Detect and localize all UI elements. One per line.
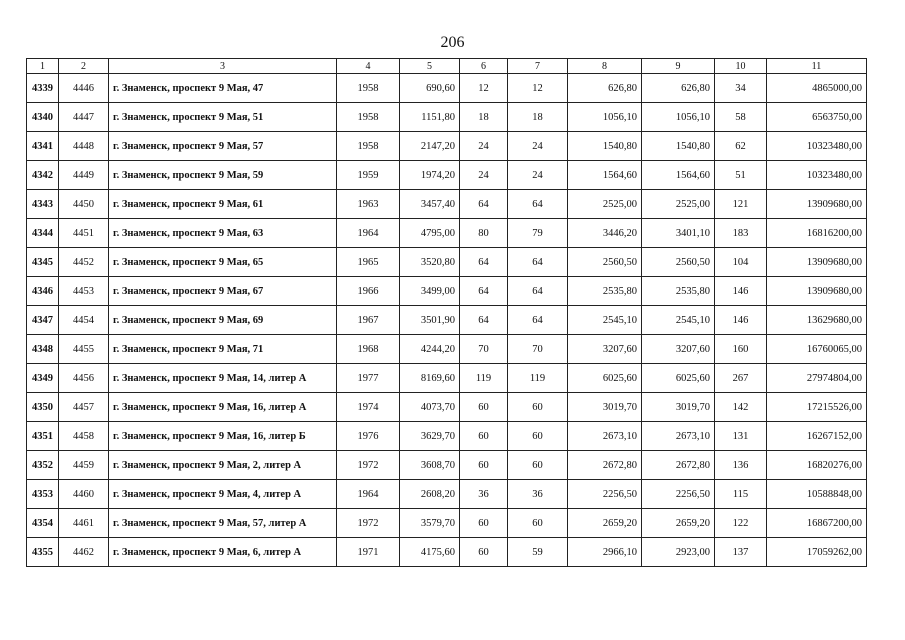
cell-address: г. Знаменск, проспект 9 Мая, 4, литер А [109,480,337,509]
cell-cost: 16820276,00 [767,451,867,480]
cell-address: г. Знаменск, проспект 9 Мая, 2, литер А [109,451,337,480]
cell-year-built: 1959 [337,161,400,190]
cell-cost: 6563750,00 [767,103,867,132]
cell-record-number: 4344 [27,219,59,248]
cell-address: г. Знаменск, проспект 9 Мая, 71 [109,335,337,364]
cell-living-area-alt: 3401,10 [642,219,715,248]
cell-year-built: 1963 [337,190,400,219]
cell-year-built: 1971 [337,538,400,567]
cell-living-area-alt: 2672,80 [642,451,715,480]
cell-apartments-total: 60 [460,509,508,538]
cell-total-area: 8169,60 [400,364,460,393]
cell-apartments-total: 18 [460,103,508,132]
cell-address: г. Знаменск, проспект 9 Мая, 69 [109,306,337,335]
cell-living-area: 1540,80 [568,132,642,161]
cell-apartments-total: 60 [460,393,508,422]
cell-year-built: 1977 [337,364,400,393]
cell-total-area: 4244,20 [400,335,460,364]
cell-apartments-count: 70 [508,335,568,364]
cell-record-number: 4354 [27,509,59,538]
cell-year-built: 1965 [337,248,400,277]
cell-address: г. Знаменск, проспект 9 Мая, 16, литер Б [109,422,337,451]
cell-record-number: 4355 [27,538,59,567]
cell-record-number: 4346 [27,277,59,306]
column-header-4: 4 [337,59,400,74]
cell-year-built: 1964 [337,219,400,248]
cell-object-id: 4451 [59,219,109,248]
cell-record-number: 4348 [27,335,59,364]
cell-total-area: 690,60 [400,74,460,103]
cell-year-built: 1967 [337,306,400,335]
cell-object-id: 4446 [59,74,109,103]
cell-living-area-alt: 6025,60 [642,364,715,393]
cell-apartments-total: 80 [460,219,508,248]
cell-object-id: 4454 [59,306,109,335]
cell-apartments-count: 119 [508,364,568,393]
cell-living-area-alt: 2659,20 [642,509,715,538]
cell-year-built: 1976 [337,422,400,451]
cell-address: г. Знаменск, проспект 9 Мая, 6, литер А [109,538,337,567]
cell-total-area: 4073,70 [400,393,460,422]
cell-record-number: 4353 [27,480,59,509]
cell-cost: 27974804,00 [767,364,867,393]
cell-residents: 58 [715,103,767,132]
cell-living-area: 3019,70 [568,393,642,422]
cell-apartments-total: 64 [460,248,508,277]
cell-apartments-count: 24 [508,132,568,161]
table-row [27,422,867,451]
column-number-row [27,59,867,74]
cell-apartments-count: 79 [508,219,568,248]
cell-record-number: 4349 [27,364,59,393]
cell-year-built: 1966 [337,277,400,306]
cell-address: г. Знаменск, проспект 9 Мая, 65 [109,248,337,277]
table-row [27,161,867,190]
cell-residents: 115 [715,480,767,509]
cell-record-number: 4340 [27,103,59,132]
cell-residents: 146 [715,306,767,335]
cell-total-area: 4175,60 [400,538,460,567]
cell-apartments-count: 36 [508,480,568,509]
cell-cost: 13629680,00 [767,306,867,335]
cell-living-area: 6025,60 [568,364,642,393]
cell-living-area-alt: 1540,80 [642,132,715,161]
column-header-8: 8 [568,59,642,74]
cell-apartments-count: 64 [508,277,568,306]
cell-cost: 16267152,00 [767,422,867,451]
cell-living-area: 2525,00 [568,190,642,219]
cell-living-area: 2560,50 [568,248,642,277]
cell-address: г. Знаменск, проспект 9 Мая, 67 [109,277,337,306]
cell-object-id: 4462 [59,538,109,567]
cell-total-area: 3579,70 [400,509,460,538]
cell-apartments-count: 59 [508,538,568,567]
cell-apartments-count: 60 [508,422,568,451]
cell-cost: 16816200,00 [767,219,867,248]
cell-record-number: 4343 [27,190,59,219]
cell-object-id: 4455 [59,335,109,364]
cell-living-area: 2673,10 [568,422,642,451]
table-row [27,219,867,248]
cell-living-area-alt: 2525,00 [642,190,715,219]
cell-living-area-alt: 626,80 [642,74,715,103]
cell-apartments-total: 64 [460,190,508,219]
cell-total-area: 3499,00 [400,277,460,306]
cell-living-area: 3207,60 [568,335,642,364]
cell-address: г. Знаменск, проспект 9 Мая, 61 [109,190,337,219]
cell-record-number: 4347 [27,306,59,335]
cell-total-area: 3608,70 [400,451,460,480]
cell-living-area-alt: 3019,70 [642,393,715,422]
cell-apartments-total: 24 [460,161,508,190]
cell-apartments-count: 60 [508,393,568,422]
cell-object-id: 4457 [59,393,109,422]
cell-record-number: 4342 [27,161,59,190]
cell-living-area-alt: 2535,80 [642,277,715,306]
cell-object-id: 4447 [59,103,109,132]
cell-year-built: 1964 [337,480,400,509]
column-header-11: 11 [767,59,867,74]
cell-living-area: 2545,10 [568,306,642,335]
cell-residents: 122 [715,509,767,538]
cell-living-area-alt: 2256,50 [642,480,715,509]
cell-address: г. Знаменск, проспект 9 Мая, 63 [109,219,337,248]
cell-object-id: 4461 [59,509,109,538]
cell-object-id: 4452 [59,248,109,277]
cell-total-area: 1151,80 [400,103,460,132]
cell-cost: 17059262,00 [767,538,867,567]
cell-record-number: 4341 [27,132,59,161]
cell-living-area: 626,80 [568,74,642,103]
cell-object-id: 4460 [59,480,109,509]
table-row [27,451,867,480]
cell-living-area: 3446,20 [568,219,642,248]
cell-object-id: 4456 [59,364,109,393]
cell-cost: 16760065,00 [767,335,867,364]
cell-residents: 131 [715,422,767,451]
cell-cost: 17215526,00 [767,393,867,422]
cell-apartments-count: 24 [508,161,568,190]
cell-apartments-total: 60 [460,538,508,567]
column-header-9: 9 [642,59,715,74]
cell-total-area: 2147,20 [400,132,460,161]
cell-year-built: 1958 [337,74,400,103]
cell-address: г. Знаменск, проспект 9 Мая, 57 [109,132,337,161]
table-row [27,306,867,335]
cell-apartments-total: 36 [460,480,508,509]
cell-living-area-alt: 1564,60 [642,161,715,190]
cell-address: г. Знаменск, проспект 9 Мая, 51 [109,103,337,132]
table-body [27,74,867,567]
cell-address: г. Знаменск, проспект 9 Мая, 47 [109,74,337,103]
cell-address: г. Знаменск, проспект 9 Мая, 59 [109,161,337,190]
cell-address: г. Знаменск, проспект 9 Мая, 16, литер А [109,393,337,422]
cell-object-id: 4458 [59,422,109,451]
cell-total-area: 3457,40 [400,190,460,219]
table-row [27,509,867,538]
cell-object-id: 4450 [59,190,109,219]
table-row [27,132,867,161]
cell-year-built: 1958 [337,103,400,132]
cell-year-built: 1972 [337,509,400,538]
table-row [27,480,867,509]
cell-year-built: 1972 [337,451,400,480]
cell-living-area: 2966,10 [568,538,642,567]
cell-record-number: 4345 [27,248,59,277]
cell-living-area-alt: 3207,60 [642,335,715,364]
cell-living-area: 2672,80 [568,451,642,480]
cell-apartments-count: 64 [508,306,568,335]
column-header-7: 7 [508,59,568,74]
cell-object-id: 4459 [59,451,109,480]
cell-cost: 10588848,00 [767,480,867,509]
cell-living-area-alt: 1056,10 [642,103,715,132]
cell-living-area: 1564,60 [568,161,642,190]
cell-apartments-total: 60 [460,451,508,480]
cell-living-area-alt: 2923,00 [642,538,715,567]
cell-living-area: 2659,20 [568,509,642,538]
cell-apartments-total: 60 [460,422,508,451]
table-row [27,248,867,277]
cell-residents: 121 [715,190,767,219]
cell-apartments-count: 18 [508,103,568,132]
cell-cost: 16867200,00 [767,509,867,538]
cell-year-built: 1974 [337,393,400,422]
table-row [27,335,867,364]
cell-cost: 10323480,00 [767,132,867,161]
cell-apartments-total: 24 [460,132,508,161]
cell-residents: 146 [715,277,767,306]
housing-registry-table [26,58,867,567]
cell-residents: 183 [715,219,767,248]
cell-address: г. Знаменск, проспект 9 Мая, 57, литер А [109,509,337,538]
cell-object-id: 4448 [59,132,109,161]
table-row [27,74,867,103]
cell-apartments-total: 119 [460,364,508,393]
column-header-6: 6 [460,59,508,74]
cell-residents: 51 [715,161,767,190]
cell-object-id: 4453 [59,277,109,306]
cell-object-id: 4449 [59,161,109,190]
cell-residents: 137 [715,538,767,567]
cell-cost: 13909680,00 [767,190,867,219]
cell-apartments-count: 60 [508,509,568,538]
cell-total-area: 4795,00 [400,219,460,248]
cell-total-area: 3501,90 [400,306,460,335]
cell-apartments-total: 64 [460,277,508,306]
cell-residents: 160 [715,335,767,364]
cell-apartments-count: 60 [508,451,568,480]
page-number: 206 [440,34,465,51]
cell-cost: 13909680,00 [767,248,867,277]
column-header-5: 5 [400,59,460,74]
table-row [27,364,867,393]
cell-cost: 13909680,00 [767,277,867,306]
table-row [27,190,867,219]
cell-apartments-count: 64 [508,190,568,219]
cell-living-area-alt: 2545,10 [642,306,715,335]
cell-record-number: 4350 [27,393,59,422]
column-header-2: 2 [59,59,109,74]
cell-living-area: 2535,80 [568,277,642,306]
cell-record-number: 4351 [27,422,59,451]
cell-residents: 62 [715,132,767,161]
cell-apartments-count: 12 [508,74,568,103]
table-row [27,103,867,132]
cell-living-area-alt: 2560,50 [642,248,715,277]
cell-total-area: 1974,20 [400,161,460,190]
column-header-1: 1 [27,59,59,74]
cell-living-area: 2256,50 [568,480,642,509]
cell-total-area: 2608,20 [400,480,460,509]
cell-record-number: 4352 [27,451,59,480]
cell-apartments-count: 64 [508,248,568,277]
cell-residents: 142 [715,393,767,422]
cell-total-area: 3520,80 [400,248,460,277]
cell-living-area-alt: 2673,10 [642,422,715,451]
table-row [27,538,867,567]
cell-apartments-total: 12 [460,74,508,103]
cell-cost: 4865000,00 [767,74,867,103]
table-row [27,277,867,306]
cell-residents: 104 [715,248,767,277]
cell-total-area: 3629,70 [400,422,460,451]
cell-year-built: 1958 [337,132,400,161]
cell-year-built: 1968 [337,335,400,364]
cell-residents: 136 [715,451,767,480]
cell-living-area: 1056,10 [568,103,642,132]
column-header-3: 3 [109,59,337,74]
cell-address: г. Знаменск, проспект 9 Мая, 14, литер А [109,364,337,393]
table-row [27,393,867,422]
cell-apartments-total: 70 [460,335,508,364]
cell-residents: 267 [715,364,767,393]
cell-residents: 34 [715,74,767,103]
column-header-10: 10 [715,59,767,74]
cell-cost: 10323480,00 [767,161,867,190]
cell-apartments-total: 64 [460,306,508,335]
cell-record-number: 4339 [27,74,59,103]
